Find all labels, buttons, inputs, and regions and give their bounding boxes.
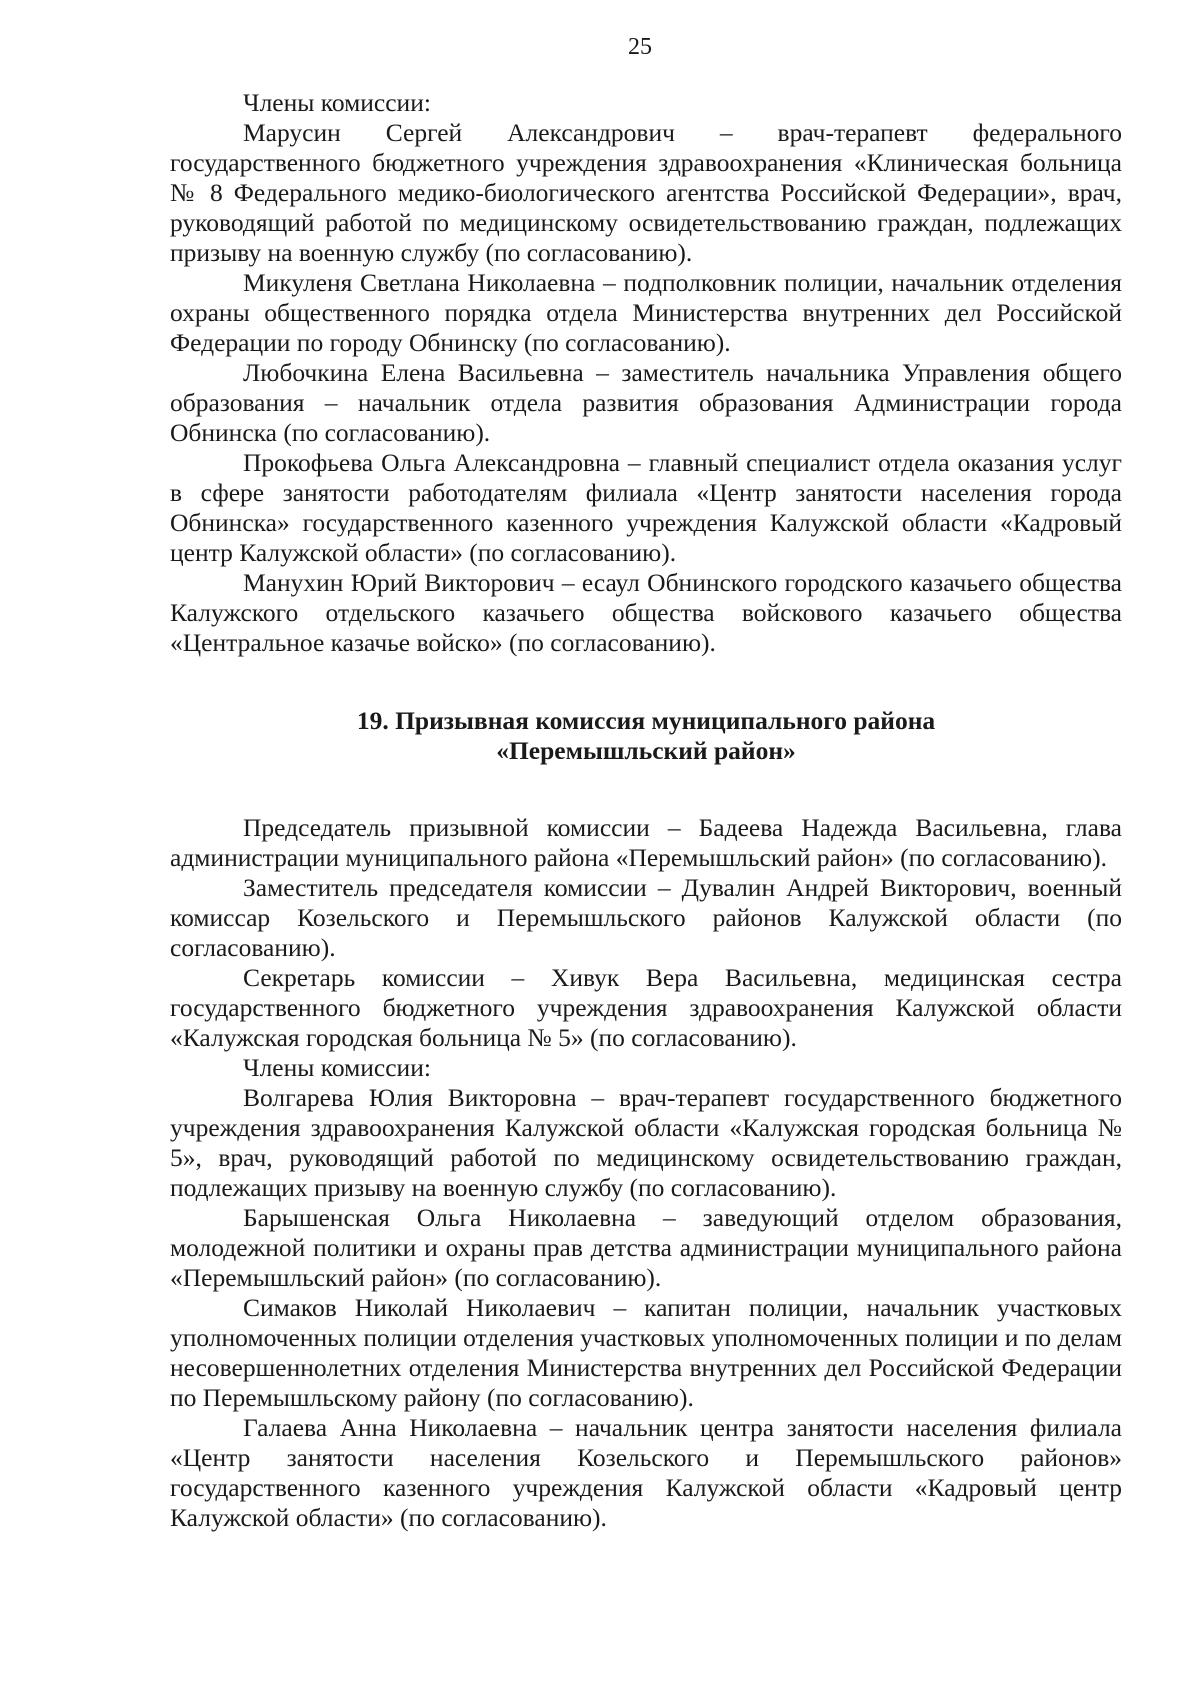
member-paragraph: Микуленя Светлана Николаевна – подполковник полиции, начальник отделения охраны общественного порядка отдела Министерства внутренних дел Российской Федерации по городу Обнинску (по согласованию). [170,268,1122,357]
member-paragraph: Волгарева Юлия Викторовна – врач-терапевт государственного бюджетного учреждения здравоохранения Калужской области «Калужская городская больница № 5», врач, руководящий работой по медицинскому освидетельствованию граждан, подлежащих призыву на военную службу (по согласованию). [170,1083,1122,1202]
member-paragraph: Манухин Юрий Викторович – есаул Обнинского городского казачьего общества Калужского отдельского казачьего общества войскового казачьего общества «Центральное казачье войско» (по согласованию). [170,568,1122,657]
member-paragraph: Прокофьева Ольга Александровна – главный специалист отдела оказания услуг в сфере занятости работодателям филиала «Центр занятости населения города Обнинска» государственного казенного учреждения Калужской области «Кадровый центр Калужской области» (по согласованию). [170,448,1122,567]
member-paragraph: Барышенская Ольга Николаевна – заведующий отделом образования, молодежной политики и охраны прав детства администрации муниципального района «Перемышльский район» (по согласованию). [170,1203,1122,1292]
member-paragraph: Галаева Анна Николаевна – начальник центра занятости населения филиала «Центр занятости населения Козельского и Перемышльского районов» государственного казенного учреждения Калужской области «Кадровый центр Калужской области» (по согласованию). [170,1413,1122,1532]
deputy-paragraph: Заместитель председателя комиссии – Дувалин Андрей Викторович, военный комиссар Козельского и Перемышльского районов Калужской области (по согласованию). [170,873,1122,962]
members-label: Члены комиссии: [243,1053,431,1082]
secretary-paragraph: Секретарь комиссии – Хивук Вера Васильевна, медицинская сестра государственного бюджетного учреждения здравоохранения Калужской области «Калужская городская больница № 5» (по согласованию). [170,963,1122,1052]
member-paragraph: Любочкина Елена Васильевна – заместитель начальника Управления общего образования – начальник отдела развития образования Администрации города Обнинска (по согласованию). [170,358,1122,447]
members-label: Члены комиссии: [243,88,431,117]
section-heading-line2: «Перемышльский район» [496,736,796,765]
section-heading-line1: 19. Призывная комиссия муниципального района [356,706,936,735]
page-number: 25 [628,34,652,60]
document-body [170,88,1122,1533]
section-heading [170,706,1122,766]
chairman-paragraph: Председатель призывной комиссии – Бадеева Надежда Васильевна, глава администрации муниципального района «Перемышльский район» (по согласованию). [170,813,1122,872]
member-paragraph: Симаков Николай Николаевич – капитан полиции, начальник участковых уполномоченных полиции отделения участковых уполномоченных полиции и по делам несовершеннолетних отделения Министерства внутренних дел Российской Федерации по Перемышльскому району (по согласованию). [170,1293,1122,1412]
member-paragraph: Марусин Сергей Александрович – врач-терапевт федерального государственного бюджетного учреждения здравоохранения «Клиническая больница № 8 Федерального медико-биологического агентства Российской Федерации», врач, руководящий работой по медицинскому освидетельствованию граждан, подлежащих призыву на военную службу (по согласованию). [170,118,1122,267]
